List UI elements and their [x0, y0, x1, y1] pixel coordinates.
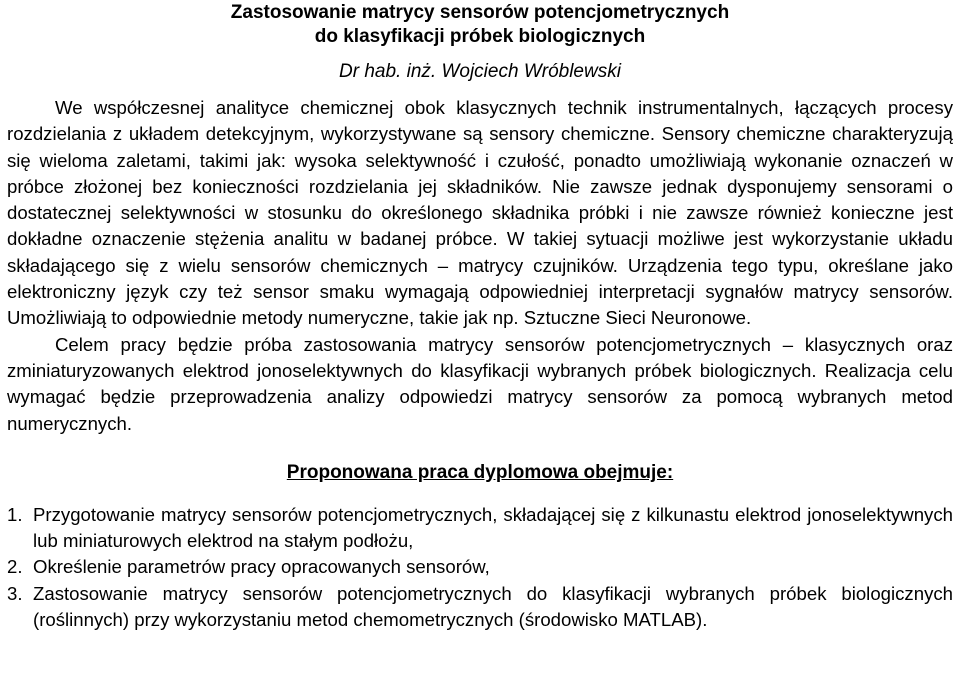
list-item-number: 2. — [7, 556, 23, 578]
document-title — [7, 0, 953, 49]
scope-list — [7, 502, 953, 633]
list-item — [7, 502, 953, 555]
author-name: Dr hab. inż. Wojciech Wróblewski — [339, 61, 621, 82]
section-heading: Proponowana praca dyplomowa obejmuje: — [286, 461, 674, 483]
title-line-1: Zastosowanie matrycy sensorów potencjometrycznych — [230, 2, 730, 23]
list-item-text: Zastosowanie matrycy sensorów potencjometrycznych do klasyfikacji wybranych próbek biologicznych (roślinnych) przy wykorzystaniu metod chemometrycznych (środowisko MATLAB). — [33, 582, 953, 631]
list-item-number: 3. — [7, 582, 23, 604]
document-page — [7, 0, 953, 633]
list-item-text: Określenie parametrów pracy opracowanych sensorów, — [33, 556, 490, 578]
goal-paragraph-text: Celem pracy będzie próba zastosowania matrycy sensorów potencjometrycznych – klasycznych oraz zminiaturyzowanych elektrod jonoselektywnych do klasyfikacji wybranych próbek biologicznych. Realizacja celu wymagać będzie przeprowadzenia analizy odpowiedzi matrycy sensorów za pomocą wybranych metod numerycznych. — [7, 333, 953, 434]
list-item — [7, 581, 953, 634]
list-item-number: 1. — [7, 503, 23, 525]
title-line-2: do klasyfikacji próbek biologicznych — [314, 26, 646, 47]
goal-paragraph — [7, 332, 953, 437]
intro-paragraph — [7, 95, 953, 332]
intro-paragraph-text: We współczesnej analityce chemicznej obok klasycznych technik instrumentalnych, łączących procesy rozdzielania z układem detekcyjnym, wykorzystywane są sensory chemiczne. Sensory chemiczne charakteryzują się wieloma zaletami, takimi jak: wysoka selektywność i czułość, ponadto umożliwiają wykonanie oznaczeń w próbce złożonej bez konieczności rozdzielania jej składników. Nie zawsze jednak dysponujemy sensorami o dostatecznej selektywności w stosunku do określonego składnika próbki i nie zawsze również konieczne jest dokładne oznaczenie stężenia analitu w badanej próbce. W takiej sytuacji możliwe jest wykorzystanie układu składającego się z wielu sensorów chemicznych – matrycy czujników. Urządzenia tego typu, określane jako elektroniczny język czy też sensor smaku wymagają odpowiedniej interpretacji sygnałów matrycy sensorów. Umożliwiają to odpowiednie metody numeryczne, takie jak np. Sztuczne Sieci Neuronowe. — [7, 97, 953, 329]
list-item-text: Przygotowanie matrycy sensorów potencjometrycznych, składającej się z kilkunastu elektrod jonoselektywnych lub miniaturowych elektrod na stałym podłożu, — [33, 503, 953, 552]
list-item — [7, 554, 953, 580]
